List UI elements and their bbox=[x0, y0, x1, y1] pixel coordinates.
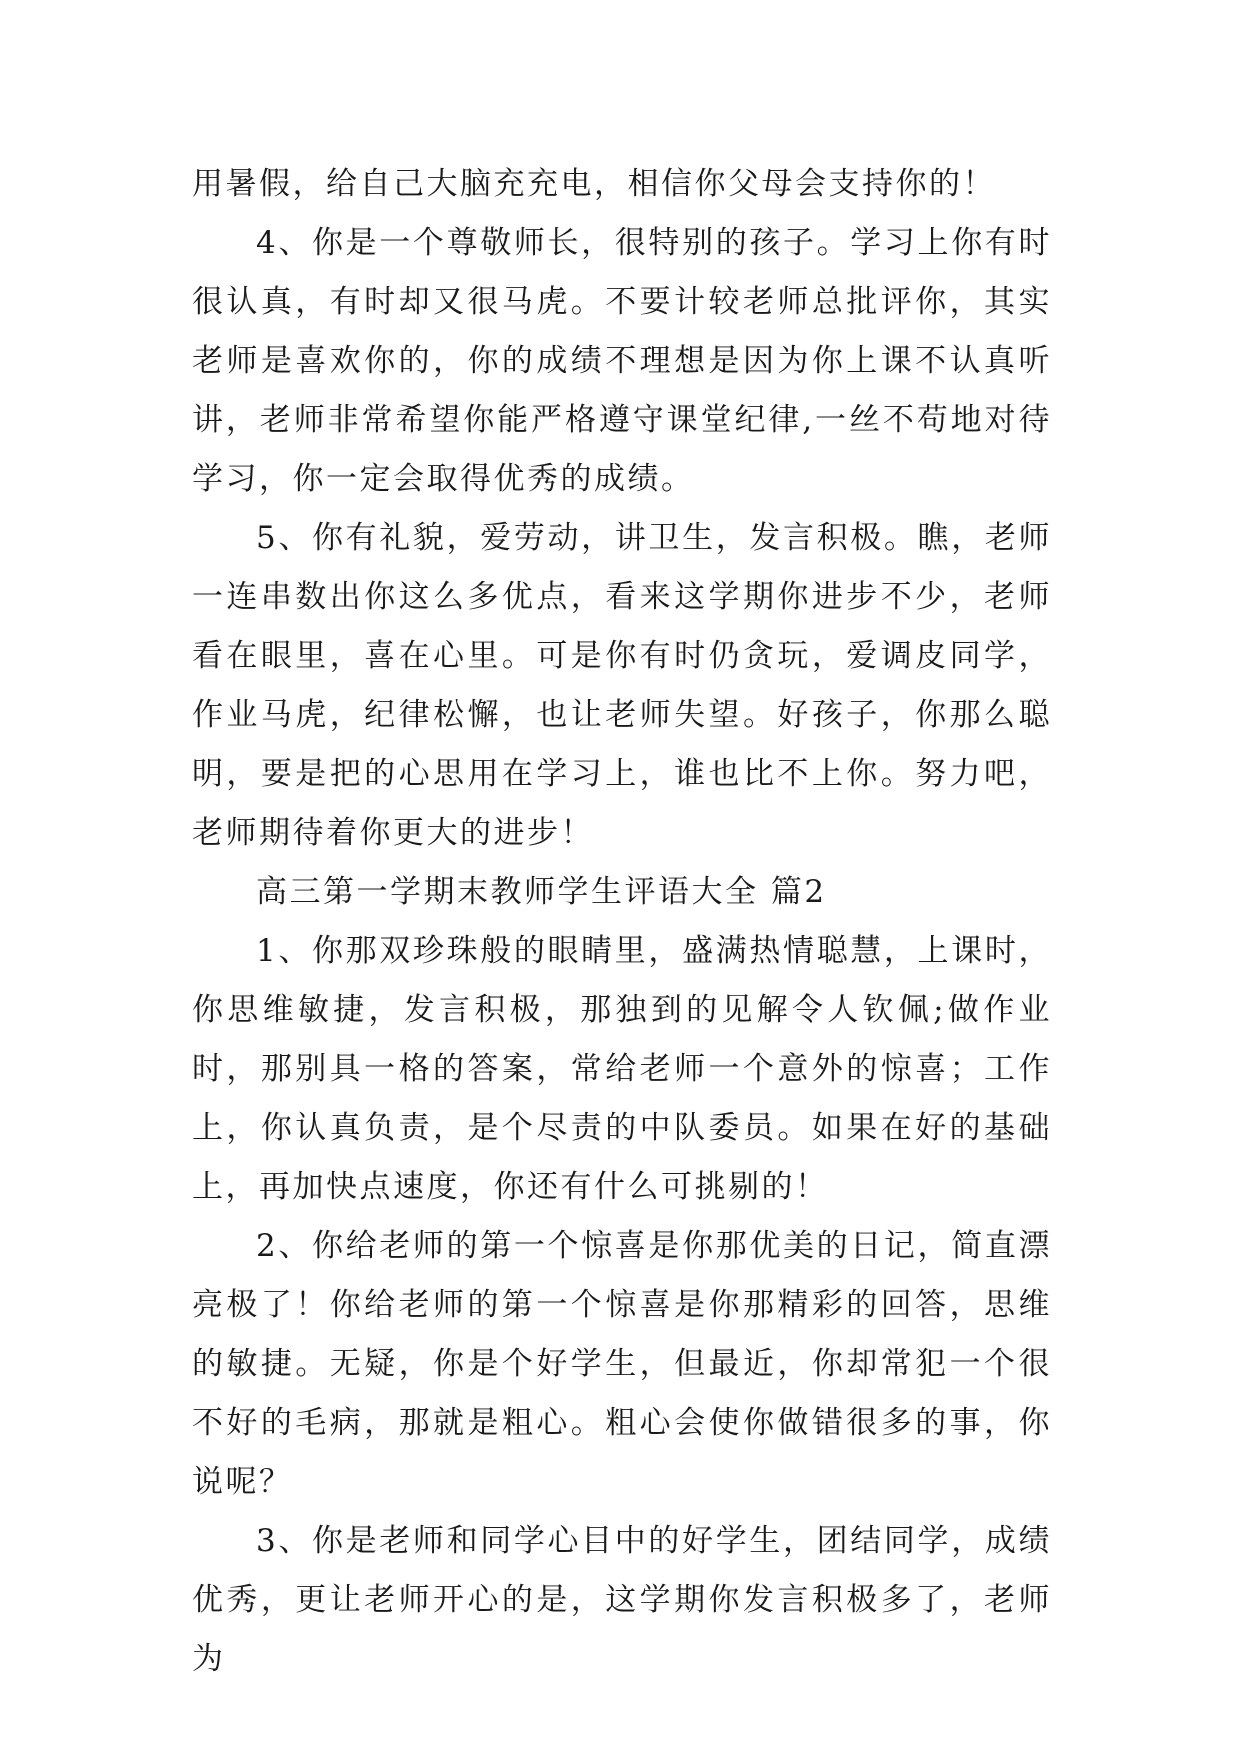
paragraph-comment-5: 5、你有礼貌，爱劳动，讲卫生，发言积极。瞧，老师一连串数出你这么多优点，看来这学期你进步不少，老师看在眼里，喜在心里。可是你有时仍贪玩，爱调皮同学，作业马虎，纪律松懈，也让老师失望。好孩子，你那么聪明，要是把的心思用在学习上，谁也比不上你。努力吧，老师期待着你更大的进步！ bbox=[192, 520, 1052, 851]
paragraph-comment-4: 4、你是一个尊敬师长，很特别的孩子。学习上你有时很认真，有时却又很马虎。不要计较老师总批评你，其实老师是喜欢你的，你的成绩不理想是因为你上课不认真听讲，老师非常希望你能严格遵守课堂纪律,一丝不苟地对待学习，你一定会取得优秀的成绩。 bbox=[192, 225, 1052, 497]
document-body bbox=[192, 155, 1052, 1689]
paragraph-continuation: 用暑假，给自己大脑充充电，相信你父母会支持你的！ bbox=[192, 166, 996, 202]
section-heading: 高三第一学期末教师学生评语大全 篇2 bbox=[256, 874, 827, 910]
paragraph-comment-3: 3、你是老师和同学心目中的好学生，团结同学，成绩优秀，更让老师开心的是，这学期你发言积极多了，老师为 bbox=[192, 1523, 1052, 1677]
paragraph-comment-1: 1、你那双珍珠般的眼睛里，盛满热情聪慧，上课时，你思维敏捷，发言积极，那独到的见解令人钦佩;做作业时，那别具一格的答案，常给老师一个意外的惊喜；工作上，你认真负责，是个尽责的中队委员。如果在好的基础上，再加快点速度，你还有什么可挑剔的！ bbox=[192, 933, 1052, 1205]
paragraph-comment-2: 2、你给老师的第一个惊喜是你那优美的日记，简直漂亮极了！你给老师的第一个惊喜是你那精彩的回答，思维的敏捷。无疑，你是个好学生，但最近，你却常犯一个很不好的毛病，那就是粗心。粗心会使你做错很多的事，你说呢？ bbox=[192, 1228, 1052, 1500]
